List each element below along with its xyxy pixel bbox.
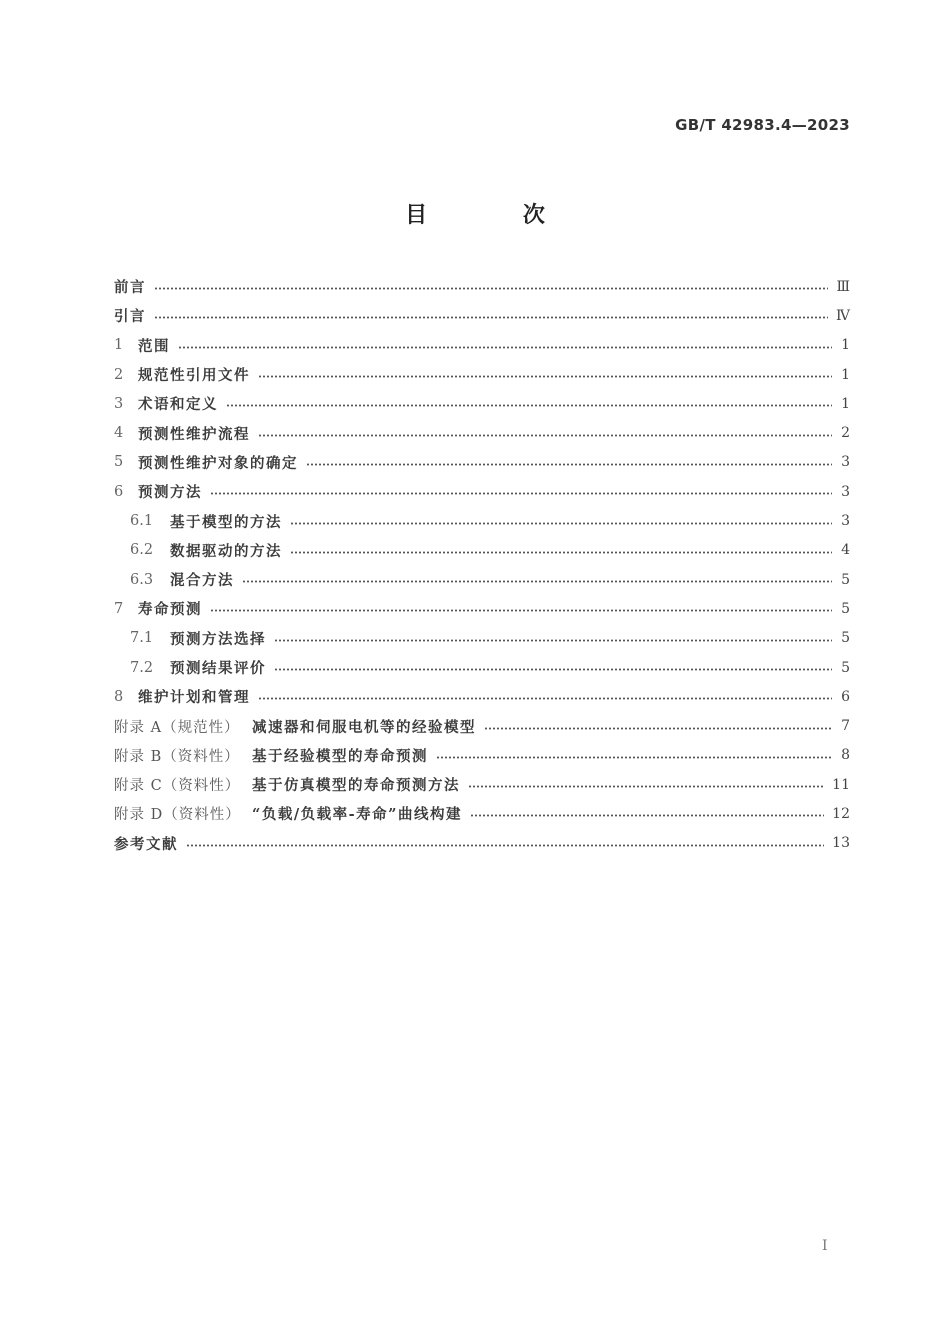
- toc-entry-number: 1: [114, 337, 124, 354]
- toc-entry-title: 规范性引用文件: [138, 367, 250, 385]
- toc-entry-page: 5: [841, 659, 850, 676]
- toc-entry-number: 附录 A（规范性）: [114, 719, 240, 736]
- dot-leader: [258, 434, 832, 437]
- toc-entry-annex-a[interactable]: [114, 711, 850, 740]
- toc-entry-number: 8: [114, 688, 124, 705]
- toc-entry-number: 4: [114, 425, 124, 442]
- dot-leader: [154, 287, 828, 290]
- toc-entry-annex-d[interactable]: [114, 799, 850, 828]
- toc-entry-title: 减速器和伺服电机等的经验模型: [252, 718, 476, 736]
- toc-entry-title: 术语和定义: [138, 396, 218, 414]
- toc-entry-page: 13: [832, 835, 850, 852]
- dot-leader: [210, 492, 832, 495]
- toc-entry-annex-c[interactable]: [114, 770, 850, 799]
- toc-entry-page: 4: [841, 542, 850, 559]
- toc-entry-foreword[interactable]: [114, 272, 850, 301]
- toc-entry-number: 5: [114, 454, 124, 471]
- toc-entry-3[interactable]: [114, 389, 850, 418]
- toc-entry-title: 预测结果评价: [170, 660, 266, 677]
- dot-leader: [306, 463, 832, 466]
- page-title: 目 次: [405, 203, 589, 228]
- toc-entry-1[interactable]: [114, 331, 850, 360]
- toc-entry-page: 1: [841, 366, 850, 383]
- standard-code: GB/T 42983.4—2023: [675, 116, 850, 134]
- toc-entry-title: 预测性维护对象的确定: [138, 454, 298, 472]
- toc-entry-number: 附录 B（资料性）: [114, 748, 240, 765]
- dot-leader: [290, 551, 832, 554]
- toc-entry-5[interactable]: [114, 448, 850, 477]
- toc-entry-page: 6: [841, 688, 850, 705]
- toc-entry-page: 3: [841, 483, 850, 500]
- toc-entry-title: 基于仿真模型的寿命预测方法: [252, 777, 460, 795]
- dot-leader: [258, 375, 832, 378]
- dot-leader: [210, 609, 832, 612]
- toc-entry-4[interactable]: [114, 418, 850, 447]
- toc-entry-page: 11: [832, 776, 850, 793]
- toc-entry-page: 5: [841, 571, 850, 588]
- toc-entry-number: 7: [114, 600, 124, 617]
- dot-leader: [274, 639, 832, 642]
- toc-entry-title: 预测方法: [138, 484, 202, 502]
- toc-entry-6-1[interactable]: [114, 506, 850, 535]
- toc-entry-number: 6.2: [130, 542, 154, 559]
- toc-entry-title: 基于模型的方法: [170, 513, 282, 531]
- dot-leader: [468, 785, 824, 788]
- toc-entry-page: 1: [841, 337, 850, 354]
- toc-entry-6-3[interactable]: [114, 565, 850, 594]
- footer-page-number: I: [822, 1238, 828, 1254]
- dot-leader: [178, 346, 832, 349]
- toc-entry-page: 3: [841, 513, 850, 530]
- toc-entry-number: 附录 D（资料性）: [114, 807, 241, 824]
- toc-entry-title: 数据驱动的方法: [170, 542, 282, 560]
- toc-entry-number: 6.1: [130, 513, 154, 530]
- toc-entry-page: Ⅳ: [836, 307, 850, 324]
- toc-entry-page: 7: [841, 718, 850, 735]
- toc-entry-page: 2: [841, 425, 850, 442]
- dot-leader: [436, 756, 832, 759]
- toc-entry-8[interactable]: [114, 682, 850, 711]
- toc-entry-bibliography[interactable]: [114, 829, 850, 858]
- toc-entry-page: 12: [832, 805, 850, 822]
- toc-entry-title: 引言: [114, 308, 146, 326]
- toc-entry-page: 3: [841, 454, 850, 471]
- dot-leader: [258, 697, 832, 700]
- dot-leader: [470, 814, 824, 817]
- dot-leader: [186, 844, 824, 847]
- toc-entry-page: 1: [841, 395, 850, 412]
- dot-leader: [226, 404, 832, 407]
- dot-leader: [290, 522, 832, 525]
- dot-leader: [274, 668, 832, 671]
- toc-entry-title: 维护计划和管理: [138, 689, 250, 707]
- toc-entry-title: 范围: [138, 337, 170, 355]
- toc-entry-number: 3: [114, 395, 124, 412]
- toc-entry-title: 预测方法选择: [170, 630, 266, 648]
- table-of-contents: [114, 272, 850, 858]
- toc-entry-page: Ⅲ: [836, 278, 850, 295]
- toc-entry-number: 附录 C（资料性）: [114, 778, 241, 795]
- toc-entry-title: 预测性维护流程: [138, 425, 250, 443]
- toc-entry-title: 混合方法: [170, 572, 234, 590]
- toc-entry-title: 基于经验模型的寿命预测: [252, 747, 428, 765]
- toc-entry-introduction[interactable]: [114, 301, 850, 330]
- dot-leader: [484, 727, 832, 730]
- toc-entry-title: 前言: [114, 279, 146, 297]
- toc-entry-number: 2: [114, 366, 124, 383]
- dot-leader: [154, 316, 828, 319]
- toc-entry-6[interactable]: [114, 477, 850, 506]
- toc-entry-2[interactable]: [114, 360, 850, 389]
- toc-entry-number: 7.2: [130, 659, 154, 676]
- toc-entry-title: 寿命预测: [138, 601, 202, 619]
- toc-entry-7-1[interactable]: [114, 624, 850, 653]
- toc-entry-6-2[interactable]: [114, 536, 850, 565]
- dot-leader: [242, 580, 832, 583]
- toc-entry-page: 5: [841, 600, 850, 617]
- toc-entry-number: 7.1: [130, 630, 154, 647]
- toc-entry-annex-b[interactable]: [114, 741, 850, 770]
- toc-entry-page: 5: [841, 630, 850, 647]
- toc-entry-number: 6: [114, 483, 124, 500]
- toc-entry-page: 8: [841, 747, 850, 764]
- toc-entry-7[interactable]: [114, 594, 850, 623]
- toc-entry-title: “负载/负载率-寿命”曲线构建: [252, 806, 462, 824]
- toc-entry-title: 参考文献: [114, 835, 178, 853]
- toc-entry-number: 6.3: [130, 571, 154, 588]
- toc-entry-7-2[interactable]: [114, 653, 850, 682]
